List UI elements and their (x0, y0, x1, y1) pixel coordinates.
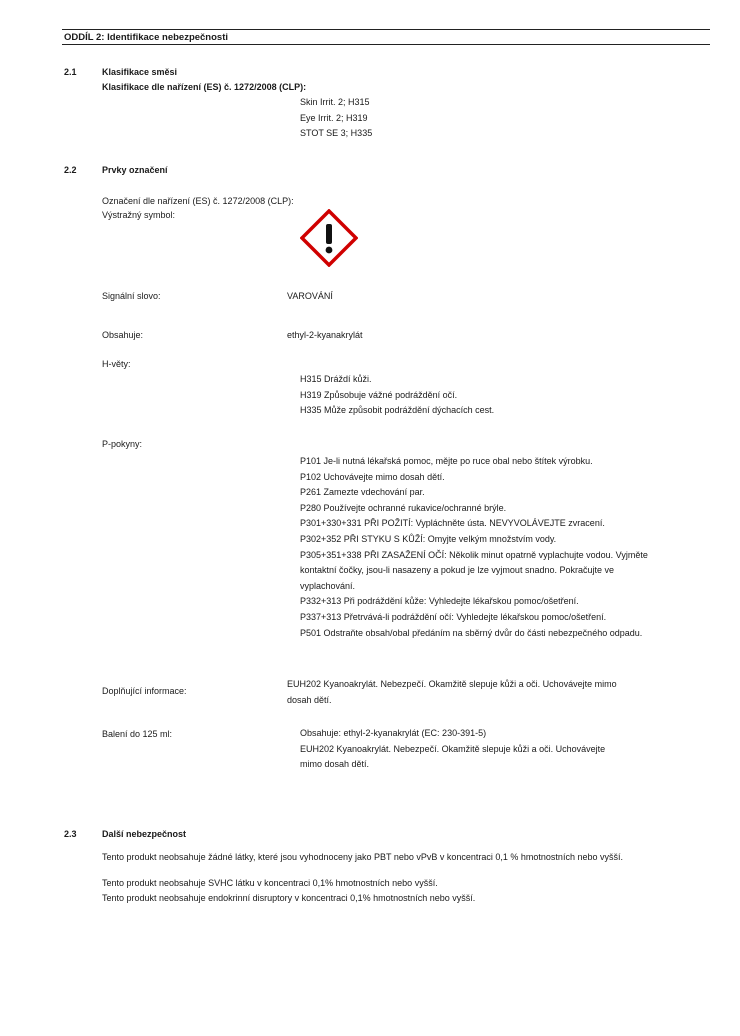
classification-item: Eye Irrit. 2; H319 (300, 112, 368, 123)
p-statement: P101 Je-li nutná lékařská pomoc, mějte po ruce obal nebo štítek výrobku. (300, 456, 593, 466)
h-statement: H335 Může způsobit podráždění dýchacích cest. (300, 405, 495, 416)
p-statement: P337+313 Přetrvává-li podráždění očí: Vyhledejte lékařskou pomoc/ošetření. (300, 611, 607, 622)
exclamation-mark-pictogram-icon (300, 209, 358, 267)
signal-word-label: Signální slovo: (102, 291, 161, 301)
h-statement: H319 Způsobuje vážné podráždění očí. (300, 389, 458, 400)
p-statement: vyplachování. (300, 580, 356, 591)
packaging-line: mimo dosah dětí. (300, 759, 370, 770)
other-hazards-line: Tento produkt neobsahuje žádné látky, které jsou vyhodnoceny jako PBT nebo vPvB v koncentraci 0,1 % hmotnostních nebo vyšší. (102, 852, 623, 862)
top-rule (62, 29, 710, 30)
contains-label: Obsahuje: (102, 330, 144, 340)
section-2-2-number: 2.2 (64, 165, 77, 175)
section-2-3-heading: Další nebezpečnost (102, 829, 187, 839)
packaging-line: Obsahuje: ethyl-2-kyanakrylát (EC: 230-391-5) (300, 728, 487, 738)
p-statement: kontaktní čočky, jsou-li nasazeny a pokud je lze vyjmout snadno. Pokračujte ve (300, 565, 614, 576)
section-2-1-subheading: Klasifikace dle nařízení (ES) č. 1272/2008 (CLP): (102, 82, 307, 92)
h-statements-label: H-věty: (102, 359, 131, 369)
p-statement: P305+351+338 PŘI ZASAŽENÍ OČÍ: Několik minut opatrně vyplachujte vodou. Vyjměte (300, 549, 648, 560)
supplementary-line: dosah dětí. (287, 694, 332, 705)
p-statement: P332+313 Při podráždění kůže: Vyhledejte lékařskou pomoc/ošetření. (300, 596, 579, 607)
signal-word-value: VAROVÁNÍ (287, 291, 333, 301)
contains-value: ethyl-2-kyanakrylát (287, 330, 363, 340)
classification-item: Skin Irrit. 2; H315 (300, 97, 370, 107)
other-hazards-line: Tento produkt neobsahuje endokrinní disruptory v koncentraci 0,1% hmotnostních nebo vyšší. (102, 893, 476, 903)
packaging-label: Balení do 125 ml: (102, 729, 173, 739)
section-title: ODDÍL 2: Identifikace nebezpečnosti (64, 32, 229, 43)
other-hazards-line: Tento produkt neobsahuje SVHC látku v koncentraci 0,1% hmotnostních nebo vyšší. (102, 878, 438, 888)
packaging-line: EUH202 Kyanoakrylát. Nebezpečí. Okamžitě slepuje kůži a oči. Uchovávejte (300, 743, 606, 754)
p-statements-list (300, 454, 648, 641)
p-statement: P102 Uchovávejte mimo dosah dětí. (300, 471, 445, 482)
supplementary-info-text (287, 677, 617, 708)
classification-item: STOT SE 3; H335 (300, 128, 373, 139)
supplementary-info-label: Doplňující informace: (102, 686, 187, 696)
symbol-label: Výstražný symbol: (102, 210, 176, 220)
section-2-3-number: 2.3 (64, 829, 77, 839)
p-statement: P280 Používejte ochranné rukavice/ochranné brýle. (300, 502, 507, 513)
p-statement: P501 Odstraňte obsah/obal předáním na sběrný dvůr do části nebezpečného odpadu. (300, 627, 643, 638)
classification-list (300, 95, 372, 142)
h-statements-list (300, 372, 494, 419)
p-statement: P302+352 PŘI STYKU S KŮŽÍ: Omyjte velkým množstvím vody. (300, 533, 557, 544)
p-statement: P301+330+331 PŘI POŽITÍ: Vypláchněte ústa. NEVYVOLÁVEJTE zvracení. (300, 518, 605, 529)
p-statements-label: P-pokyny: (102, 439, 143, 449)
packaging-text (300, 726, 605, 773)
section-2-2-heading: Prvky označení (102, 165, 168, 175)
h-statement: H315 Dráždí kůži. (300, 374, 372, 384)
section-2-1-heading: Klasifikace směsi (102, 67, 178, 77)
supplementary-line: EUH202 Kyanoakrylát. Nebezpečí. Okamžitě slepuje kůži a oči. Uchovávejte mimo (287, 679, 617, 689)
clp-intro: Označení dle nařízení (ES) č. 1272/2008 (CLP): (102, 196, 294, 206)
bottom-rule (62, 44, 710, 45)
p-statement: P261 Zamezte vdechování par. (300, 487, 425, 498)
section-2-1-number: 2.1 (64, 67, 77, 77)
